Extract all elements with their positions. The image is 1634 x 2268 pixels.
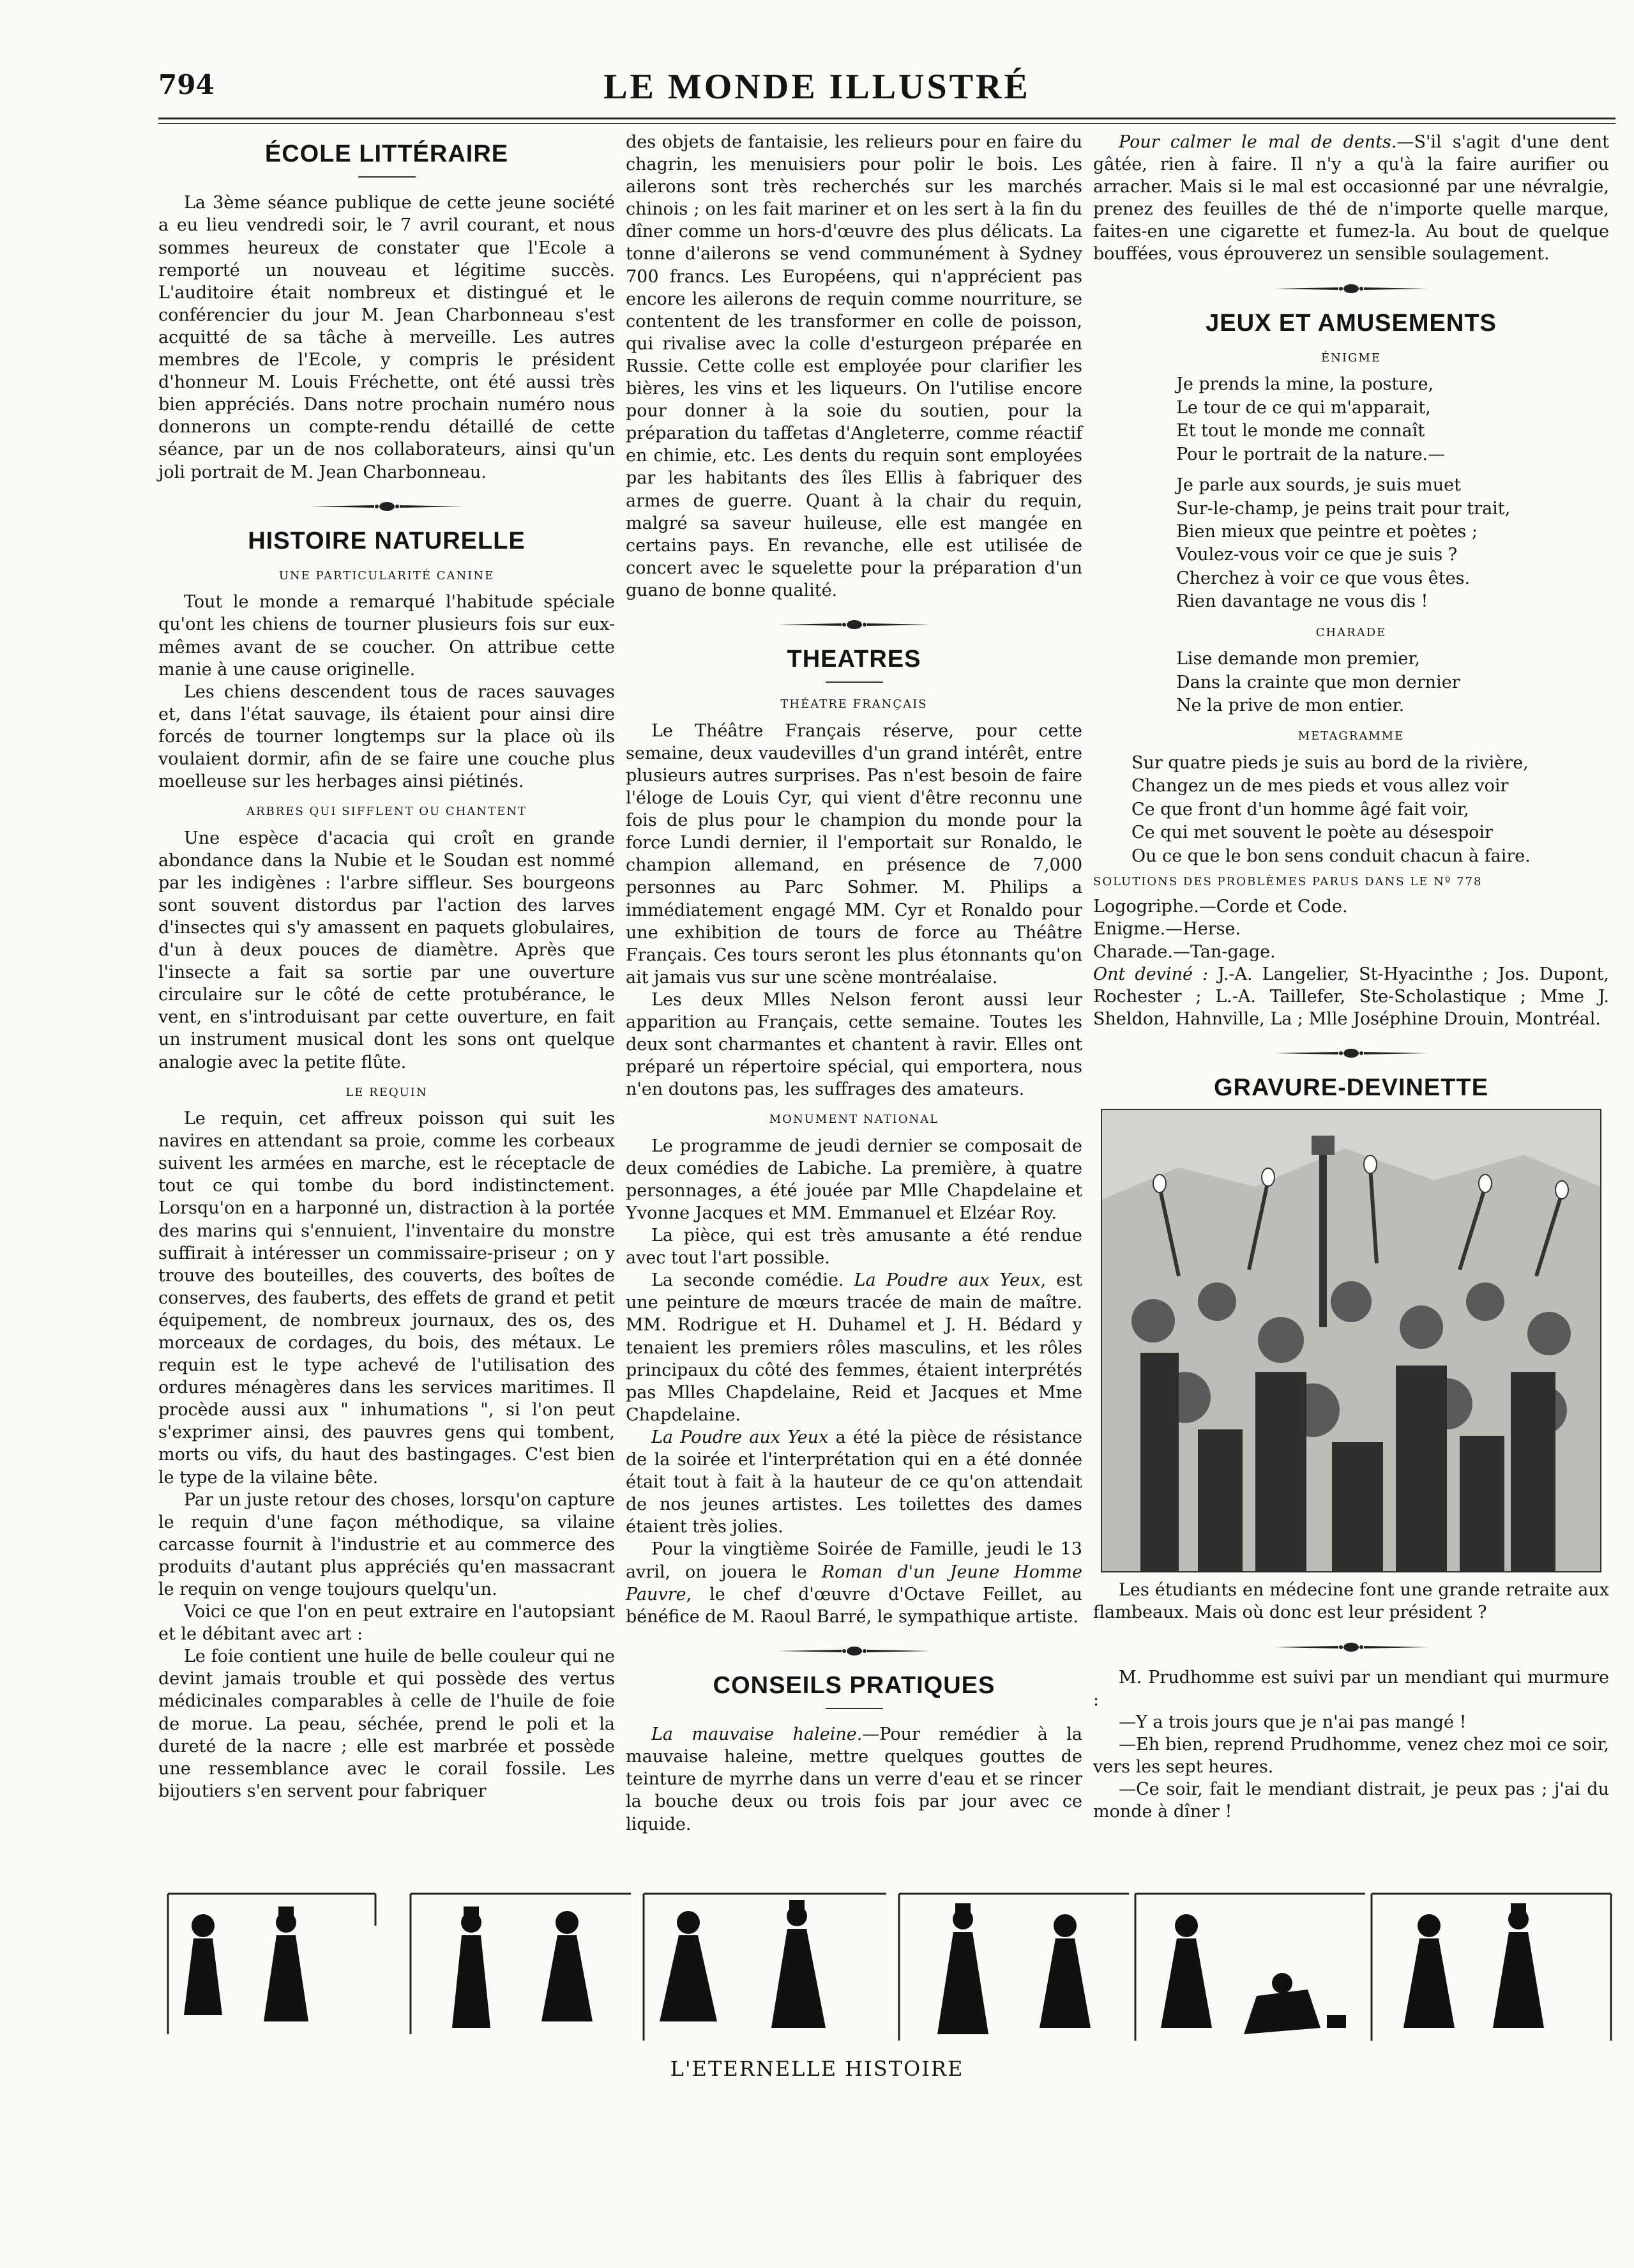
ornament-divider	[771, 618, 937, 631]
advice-heading: La mauvaise haleine.	[651, 1724, 863, 1745]
ecole-paragraph: La 3ème séance publique de cette jeune société a eu lieu vendredi soir, le 7 avril courant, et nous sommes heureux de constater que l'Ecole a remporté un nouveau et légitime succès. L'auditoire était nombreux et distingué et le conférencier du jour M. Jean Charbonneau s'est acquitté de sa tâche à merveille. Les autres membres de l'Ecole, y compris le président d'honneur M. Louis Fréchette, ont été aussi très bien appréciés. Dans notre prochain numéro nous donnerons un compte-rendu détaillé de cette séance, par un de nos collaborateurs, ainsi qu'un joli portrait de M. Jean Charbonneau.	[158, 193, 615, 482]
monument-paragraph-4	[626, 1426, 1082, 1538]
theatre-francais-paragraph-1: Le Théâtre Français réserve, pour cette semaine, deux vaudevilles d'un grand intérêt, entre plusieurs autres surprises. Pas n'est besoin de faire l'éloge de Louis Cyr, qui vient d'être reconnu une fois de plus pour le champion du monde pour la force Lundi dernier, il l'emportait sur Ronaldo, le champion allemand, en présence de 7,000 personnes au Parc Sohmer. M. Philips a immédiatement engagé MM. Cyr et Ronaldo pour une exhibition de tours de force au Théâtre Français. Ces tours seront les plus étonnants qu'on ait jamais vus sur une scène montréalaise.	[626, 720, 1082, 987]
ornament-divider	[304, 500, 470, 513]
conseils-title: CONSEILS PRATIQUES	[713, 1671, 995, 1699]
solution-2: Enigme.—Herse.	[1093, 919, 1241, 940]
theatre-francais-subtitle: THÉATRE FRANÇAIS	[780, 697, 928, 712]
verse-line: Rien davantage ne vous dis !	[1176, 591, 1428, 612]
crowd-engraving-image	[1101, 1109, 1601, 1572]
monument-national-subtitle: MONUMENT NATIONAL	[769, 1113, 939, 1127]
histoire-title: HISTOIRE NATURELLE	[248, 527, 526, 554]
text-run: a été la pièce de résistance de la soirée et l'interprétation qui en a été donnée était tout à fait à la hauteur de ce qu'on attendait de nos jeunes artistes. Les toilettes des dames étaient très jolies.	[626, 1427, 1082, 1537]
column-2	[626, 131, 1082, 1836]
verse-line: Le tour de ce qui m'apparait,	[1176, 397, 1431, 418]
prudhomme-paragraph-2: —Y a trois jours que je n'ai pas mangé !	[1119, 1712, 1467, 1732]
solutions-heading: SOLUTIONS DES PROBLÈMES PARUS DANS LE Nº 778	[1093, 875, 1483, 888]
enigme-verse-1	[1176, 373, 1609, 466]
text-run: —S'il s'agit d'une dent gâtée, rien à faire. Il n'y a qu'à la faire aurifier ou arracher. Mais si le mal est occasionné par une névralgie, prenez des feuilles de thé de n'importe quelle marque, faites-en une cigarette et fumez-la. Au bout de quelque bouffées, vous éprouverez un sensible soulagement.	[1093, 132, 1610, 264]
play-title: La Poudre aux Yeux	[651, 1427, 829, 1447]
enigme-subtitle: ÉNIGME	[1321, 351, 1381, 365]
prudhomme-paragraph-1: M. Prudhomme est suivi par un mendiant qui murmure :	[1093, 1667, 1609, 1710]
verse-line: Bien mieux que peintre et poètes ;	[1176, 521, 1478, 542]
verse-line: Cherchez à voir ce que vous êtes.	[1176, 568, 1471, 588]
verse-line: Je prends la mine, la posture,	[1176, 374, 1434, 395]
canine-paragraph-2: Les chiens descendent tous de races sauvages et, dans l'état sauvage, ils étaient pour ainsi dire forcés de tourner longtemps sur la place où ils voulaient dormir, afin de se faire une couche plus moelleuse sur les herbages ainsi piétinés.	[158, 681, 615, 792]
jeux-title: JEUX ET AMUSEMENTS	[1206, 309, 1497, 337]
verse-line: Sur-le-champ, je peins trait pour trait,	[1176, 498, 1511, 519]
arbres-subtitle: ARBRES QUI SIFFLENT OU CHANTENT	[246, 805, 527, 819]
verse-line: Lise demande mon premier,	[1176, 649, 1420, 669]
header-rule	[158, 118, 1615, 124]
requin-paragraph-3: Voici ce que l'on en peut extraire en l'autopsiant et le débitant avec art :	[158, 1602, 615, 1645]
dents-paragraph	[1093, 131, 1609, 266]
verse-line: Je parle aux sourds, je suis muet	[1176, 475, 1461, 496]
verse-line: Changez un de mes pieds et vous allez voir	[1131, 776, 1509, 796]
requin-paragraph-4: Le foie contient une huile de belle couleur qui ne devint jamais trouble et qui possède des vertus médicinales comparables à celle de l'huile de foie de morue. La peau, séchée, prend le poli et la dureté de la nacre ; elle est marbrée et possède une ressemblance avec le corail fossile. Les bijoutiers s'en servent pour fabriquer	[158, 1647, 615, 1801]
verse-line: Dans la crainte que mon dernier	[1176, 672, 1460, 692]
arbres-paragraph: Une espèce d'acacia qui croît en grande abondance dans la Nubie et le Soudan est nommé par les indigènes : l'arbre siffleur. Ses bourgeons sont souvent distordus par l'action des larves d'insectes qui s'y amassent en paquets globulaires, d'un à deux pouces de diamètre. Après que l'insecte a fait sa sortie par une ouverture circulaire sur le côté de cette protubérance, le vent, en s'introduisant par cette ouverture, en fait un instrument musical dont les sons ont quelque analogie avec la petite flûte.	[158, 828, 615, 1072]
verse-line: Et tout le monde me connaît	[1176, 421, 1425, 441]
verse-line: Pour le portrait de la nature.—	[1176, 444, 1446, 464]
text-run: La seconde comédie.	[651, 1270, 854, 1291]
winners-list	[1093, 963, 1609, 1030]
prudhomme-paragraph-3: —Eh bien, reprend Prudhomme, venez chez moi ce soir, vers les sept heures.	[1093, 1734, 1609, 1777]
advice-heading: Pour calmer le mal de dents.	[1119, 132, 1397, 152]
gravure-caption: Les étudiants en médecine font une grande retraite aux flambeaux. Mais où donc est leur président ?	[1093, 1580, 1609, 1623]
ornament-divider	[771, 1645, 937, 1657]
solution-3: Charade.—Tan-gage.	[1093, 941, 1276, 962]
canine-paragraph-1: Tout le monde a remarqué l'habitude spéciale qu'ont les chiens de tourner plusieurs fois sur eux-mêmes avant de se coucher. On attribue cette manie à une cause originelle.	[158, 592, 615, 680]
play-title: La Poudre aux Yeux	[854, 1270, 1041, 1291]
verse-line: Ou ce que le bon sens conduit chacun à faire.	[1131, 846, 1531, 866]
monument-paragraph-1: Le programme de jeudi dernier se composait de deux comédies de Labiche. La première, à quatre personnages, a été jouée par Mlle Chapdelaine et Yvonne Jacques et MM. Emmanuel et Elzéar Roy.	[626, 1136, 1082, 1224]
text-run: , le chef d'œuvre d'Octave Feillet, au bénéfice de M. Raoul Barré, le sympathique artiste.	[626, 1584, 1082, 1627]
monument-paragraph-2: La pièce, qui est très amusante a été rendue avec tout l'art possible.	[626, 1226, 1082, 1268]
text-run: , est une peinture de mœurs tracée de main de maître. MM. Rodrigue et H. Duhamel et J. H. Bédard y tenaient les premiers rôles masculins, et les rôles principaux du côté des femmes, étaient interprétés pas Mlles Chapdelaine, Reid et Jacques et Mme Chapdelaine.	[626, 1270, 1082, 1425]
winners-label: Ont deviné :	[1093, 964, 1209, 984]
theatre-francais-paragraph-2: Les deux Mlles Nelson feront aussi leur apparition au Français, cette semaine. Toutes les deux sont charmantes et chantent à ravir. Elles ont préparé un répertoire spécial, qui emportera, nous n'en doutons pas, les suffrages des amateurs.	[626, 989, 1082, 1100]
canine-subtitle: UNE PARTICULARITÉ CANINE	[278, 569, 495, 582]
short-rule	[358, 176, 416, 178]
solution-1: Logogriphe.—Corde et Code.	[1093, 897, 1348, 917]
ornament-divider	[1268, 1047, 1434, 1060]
short-rule	[826, 1708, 883, 1709]
column-1	[158, 131, 615, 1802]
enigme-verse-2	[1176, 474, 1609, 614]
text-run: Pour la vingtième Soirée de Famille, jeudi le 13 avril, on jouera le	[626, 1539, 1082, 1582]
requin-paragraph-1: Le requin, cet affreux poisson qui suit les navires en attendant sa proie, comme les corbeaux suivent les armées en marche, est le réceptacle de tout ce qui tombe du bord indistinctement. Lorsqu'on en a harponné un, distraction à la portée des marins qui s'ennuient, l'inventaire du monstre suffirait à intéresser un commissaire-priseur ; on y trouve des bouteilles, des couverts, des boîtes de conserves, des fauberts, des effets de grand et petit équipement, de nombreux journaux, des os, des morceaux de cordages, du bois, des métaux. Le requin est le type achevé de l'utilisation des ordures ménagères dans les services maritimes. Il procède aussi aux " inhumations ", si l'on peut s'exprimer ainsi, des pauvres gens qui tombent, morts ou vifs, du haut des bastingages. C'est bien le type de la vilaine bête.	[158, 1109, 615, 1488]
text-run: J.-A. Langelier, St-Hyacinthe ; Jos. Dupont, Rochester ; L.-A. Taillefer, Ste-Scholastique ; Mme J. Sheldon, Hahnville, La ; Mlle Joséphine Drouin, Montréal.	[1093, 964, 1610, 1029]
text-run: —Pour remédier à la mauvaise haleine, mettre quelques gouttes de teinture de myrrhe dans un verre d'eau et se rincer la bouche deux ou trois fois par jour avec ce liquide.	[626, 1724, 1082, 1834]
theatres-title: THEATRES	[787, 645, 921, 673]
charade-subtitle: CHARADE	[1315, 625, 1387, 639]
verse-line: Voulez-vous voir ce que je suis ?	[1176, 545, 1458, 565]
page-number: 794	[158, 69, 215, 100]
requin-continued: des objets de fantaisie, les relieurs pour en faire du chagrin, les menuisiers pour polir le bois. Les ailerons sont très recherchés sur les marchés chinois ; on les fait mariner et on les sert à la fin du dîner comme un hors-d'œuvre des plus délicats. La tonne d'ailerons se vend communément à Sydney 700 francs. Les Européens, qui n'apprécient pas encore les ailerons de requin comme nourriture, se contentent de les transformer en colle de poisson, qui rivalise avec la colle d'esturgeon préparée en Russie. Cette colle est employée pour clarifier les bières, les vins et les liqueurs. On l'utilise encore pour donner à la soie du soutien, pour la préparation du taffetas d'Angleterre, comme réactif en chimie, etc. Les dents du requin sont employées par les habitants des îles Ellis à fabriquer des armes de guerre. Quant à la chair du requin, malgré sa saveur huileuse, elle est mangée en certains pays. En revanche, elle est utilisée de concert avec le squelette pour la préparation d'un guano de bonne qualité.	[626, 132, 1082, 600]
metagramme-subtitle: METAGRAMME	[1297, 729, 1405, 743]
prudhomme-paragraph-4: —Ce soir, fait le mendiant distrait, je peux pas ; j'ai du monde à dîner !	[1093, 1779, 1609, 1822]
ornament-divider	[1268, 1641, 1434, 1654]
verse-line: Sur quatre pieds je suis au bord de la rivière,	[1131, 752, 1529, 773]
requin-paragraph-2: Par un juste retour des choses, lorsqu'on capture le requin d'une façon méthodique, sa vilaine carcasse fournit à l'industrie et au commerce des produits d'autant plus appréciés qu'en massacrant le requin on venge toujours quelqu'un.	[158, 1489, 615, 1600]
play-title: Roman d'un Jeune Homme Pauvre	[626, 1562, 1083, 1604]
ornament-divider	[1268, 282, 1434, 295]
gravure-title: GRAVURE-DEVINETTE	[1213, 1074, 1489, 1101]
masthead: LE MONDE ILLUSTRÉ	[603, 67, 1031, 107]
short-rule	[826, 681, 883, 683]
charade-verse	[1176, 648, 1609, 717]
monument-paragraph-3	[626, 1269, 1082, 1426]
requin-subtitle: LE REQUIN	[345, 1085, 428, 1099]
comic-strip-title: L'ETERNELLE HISTOIRE	[670, 2057, 964, 2081]
metagramme-verse	[1131, 752, 1609, 868]
comic-strip-illustration	[158, 1887, 1615, 2047]
monument-paragraph-5	[626, 1538, 1082, 1627]
conseils-paragraph	[626, 1723, 1082, 1835]
verse-line: Ne la prive de mon entier.	[1176, 695, 1405, 715]
ecole-title: ÉCOLE LITTÉRAIRE	[264, 141, 509, 167]
column-3	[1093, 131, 1609, 1823]
verse-line: Ce qui met souvent le poète au désespoir	[1131, 823, 1493, 843]
verse-line: Ce que front d'un homme âgé fait voir,	[1131, 799, 1469, 819]
